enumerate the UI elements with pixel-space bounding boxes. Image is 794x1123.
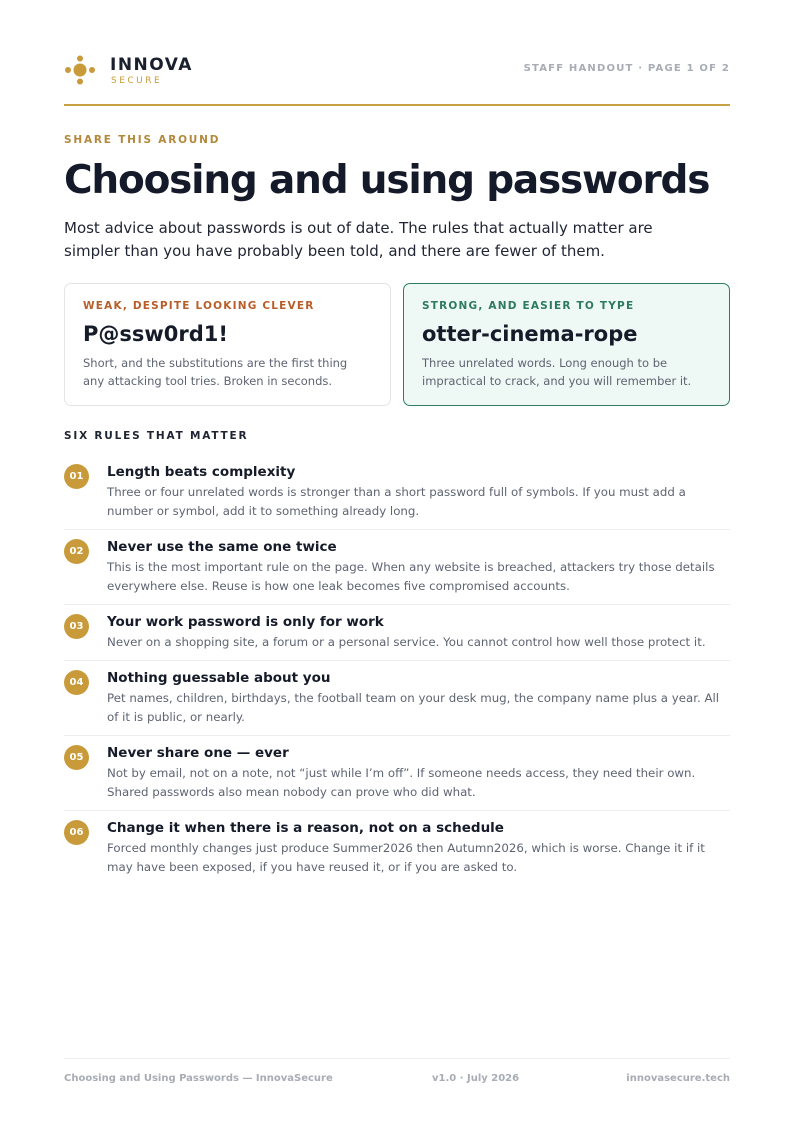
rule-description: Forced monthly changes just produce Summer2026 then Autumn2026, which is worse. Change it if it may have been exposed, if you have reused it, or if you are asked to. — [107, 841, 705, 874]
rule-title: Never share one — ever — [107, 745, 289, 761]
strong-card-label: STRONG, AND EASIER TO TYPE — [422, 300, 635, 312]
rules-heading: SIX RULES THAT MATTER — [64, 430, 249, 442]
weak-card-description: Short, and the substitutions are the first thing any attacking tool tries. Broken in seconds. — [83, 356, 348, 388]
brand-logo — [64, 52, 194, 88]
rule-description: Never on a shopping site, a forum or a personal service. You cannot control how well those protect it. — [107, 635, 706, 649]
rule-number-badge: 01 — [64, 464, 89, 489]
rule-title: Length beats complexity — [107, 464, 296, 480]
rule-item — [64, 530, 730, 605]
rule-description: This is the most important rule on the page. When any website is breached, attackers try those details everywhere else. Reuse is how one leak becomes five compromised accounts. — [107, 560, 715, 593]
eyebrow: SHARE THIS AROUND — [64, 134, 221, 146]
page-footer — [64, 1058, 730, 1088]
rules-list — [64, 455, 730, 885]
strong-password-example: otter-cinema-rope — [422, 322, 638, 346]
rule-title: Nothing guessable about you — [107, 670, 331, 686]
brand-name: INNOVA — [110, 55, 193, 75]
rule-number-badge: 05 — [64, 745, 89, 770]
rule-item — [64, 736, 730, 811]
weak-password-example: P@ssw0rd1! — [83, 322, 228, 346]
rule-title: Change it when there is a reason, not on a schedule — [107, 820, 504, 836]
brand-subtitle: SECURE — [111, 76, 163, 86]
rule-description: Pet names, children, birthdays, the football team on your desk mug, the company name plus a year. All of it is public, or nearly. — [107, 691, 720, 724]
footer-doc-title: Choosing and Using Passwords — InnovaSecure — [64, 1073, 333, 1084]
strong-card-description: Three unrelated words. Long enough to be impractical to crack, and you will remember it. — [422, 356, 692, 388]
weak-example-card — [64, 283, 391, 406]
footer-website-link[interactable]: innovasecure.tech — [626, 1073, 730, 1084]
rule-item — [64, 605, 730, 661]
doc-label: STAFF HANDOUT · PAGE 1 OF 2 — [523, 63, 730, 74]
page-header — [64, 50, 730, 106]
weak-card-label: WEAK, DESPITE LOOKING CLEVER — [83, 300, 315, 312]
footer-version: v1.0 · July 2026 — [432, 1073, 520, 1084]
lead-paragraph: Most advice about passwords is out of date. The rules that actually matter are simpler than you have probably been told, and there are fewer of them. — [64, 219, 653, 260]
logo-dots-icon — [64, 55, 98, 85]
rule-description: Not by email, not on a note, not “just while I’m off”. If someone needs access, they need their own. Shared passwords also mean nobody can prove who did what. — [107, 766, 696, 799]
strong-example-card — [403, 283, 730, 406]
rule-item — [64, 455, 730, 530]
rule-number-badge: 02 — [64, 539, 89, 564]
rule-item — [64, 811, 730, 885]
rule-title: Never use the same one twice — [107, 539, 337, 555]
rule-title: Your work password is only for work — [107, 614, 384, 630]
rule-description: Three or four unrelated words is stronger than a short password full of symbols. If you must add a number or symbol, add it to something already long. — [107, 485, 686, 518]
rule-number-badge: 03 — [64, 614, 89, 639]
rule-number-badge: 06 — [64, 820, 89, 845]
page — [64, 0, 730, 1123]
rule-number-badge: 04 — [64, 670, 89, 695]
page-title: Choosing and using passwords — [64, 158, 710, 203]
rule-item — [64, 661, 730, 736]
